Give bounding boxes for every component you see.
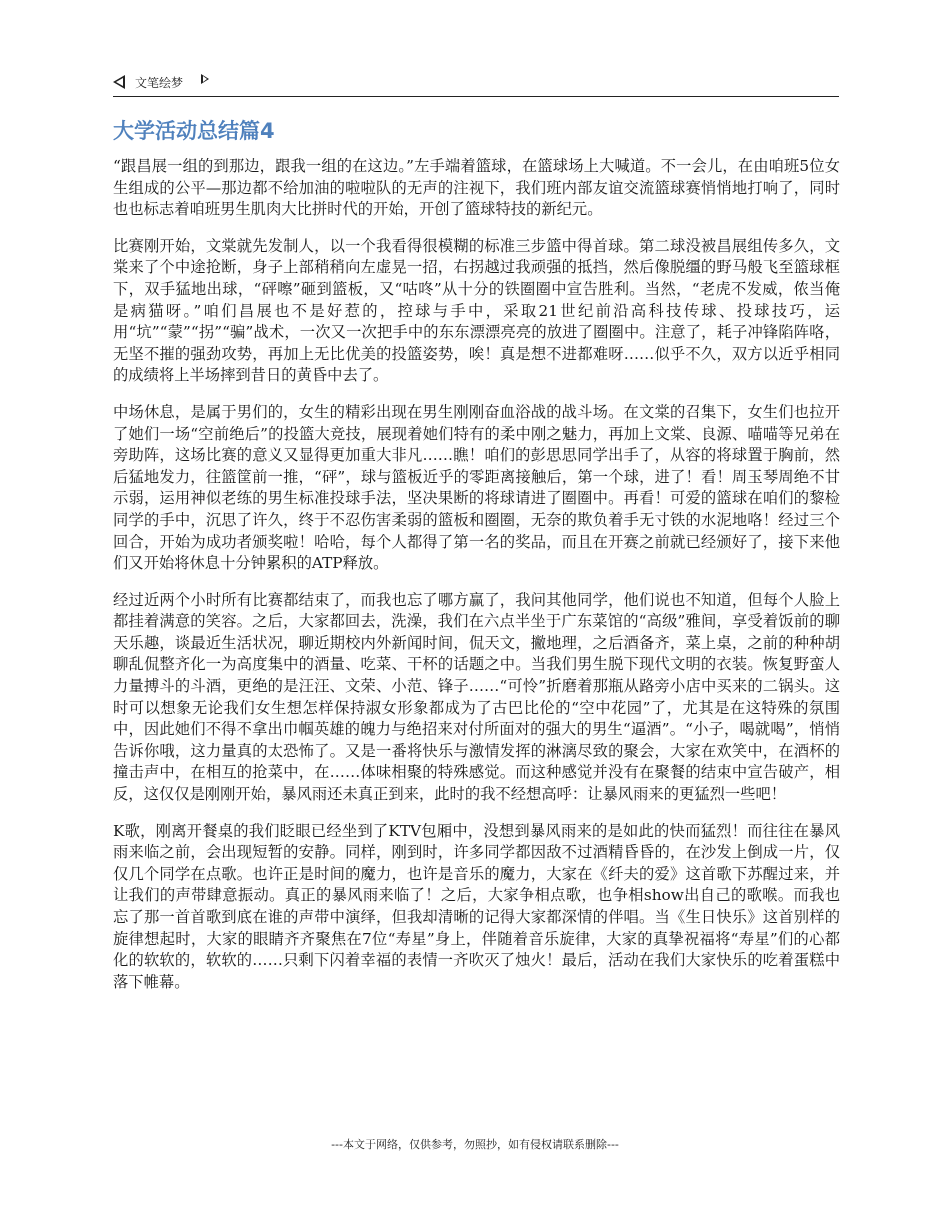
- document-title: 大学活动总结篇4: [113, 119, 275, 143]
- paragraph: 中场休息，是属于男们的，女生的精彩出现在男生刚刚奋血浴战的战斗场。在文棠的召集下，女生们也拉开了她们一场“空前绝后”的投篮大竞技，展现着她们特有的柔中刚之魅力，再加上文棠、良源、喵喵等兄弟在旁助阵，这场比赛的意义又显得更加重大非凡……瞧！咱们的彭思思同学出手了，从容的将球置于胸前，然后猛地发力，往篮筐前一推，“砰”，球与篮板近乎的零距离接触后，第一个球，进了！看！周玉琴周绝不甘示弱，运用神似老练的男生标准投球手法，坚决果断的将球请进了圈圈中。再看！可爱的篮球在咱们的黎检同学的手中，沉思了许久，终于不忍伤害柔弱的篮板和圈圈，无奈的欺负着手无寸铁的水泥地咯！经过三个回合，开始为成功者颁奖啦！哈哈，每个人都得了第一名的奖品，而且在开赛之前就已经颁好了，接下来他们又开始将休息十分钟累积的ATP释放。: [113, 402, 840, 573]
- paragraph: 经过近两个小时所有比赛都结束了，而我也忘了哪方赢了，我问其他同学，他们说也不知道，但每个人脸上都挂着满意的笑容。之后，大家都回去，洗澡，我们在六点半坐于广东菜馆的“高级”雅间，享受着饭前的聊天乐趣，谈最近生活状况，聊近期校内外新闻时间，侃天文，撇地理，之后酒备齐，菜上桌，之前的种种胡聊乱侃整齐化一为高度集中的酒量、吃菜、干杯的话题之中。当我们男生脱下现代文明的衣装。恢复野蛮人力量搏斗的斗酒，更绝的是汪汪、文荣、小范、锋子……“可怜”折磨着那瓶从路旁小店中买来的二锅头。这时可以想象无论我们女生想怎样保持淑女形象都成为了古巴比伦的“空中花园”了，尤其是在这特殊的氛围中，因此她们不得不拿出巾帼英雄的魄力与绝招来对付所面对的强大的男生“逼酒”。“小子，喝就喝”，悄悄告诉你哦，这力量真的太恐怖了。又是一番将快乐与激情发挥的淋漓尽致的聚会，大家在欢笑中，在酒杯的撞击声中，在相互的抢菜中，在……体味相聚的特殊感觉。而这种感觉并没有在聚餐的结束中宣告破产，相反，这仅仅是刚刚开始，暴风雨还未真正到来，此时的我不经想高呼：让暴风雨来的更猛烈一些吧！: [113, 590, 840, 804]
- paragraph: K歌，刚离开餐桌的我们眨眼已经坐到了KTV包厢中，没想到暴风雨来的是如此的快而猛烈！而往往在暴风雨来临之前，会出现短暂的安静。同样，刚到时，许多同学都因敌不过酒精昏昏的，在沙发上倒成一片，仅仅几个同学在点歌。也许正是时间的魔力，也许是音乐的魔力，大家在《纤夫的爱》这首歌下苏醒过来，并让我们的声带肆意振动。真正的暴风雨来临了！之后，大家争相点歌，也争相show出自己的歌喉。而我也忘了那一首首歌到底在谁的声带中演绎，但我却清晰的记得大家都深情的伴唱。当《生日快乐》这首别样的旋律想起时，大家的眼睛齐齐聚焦在7位“寿星”身上，伴随着音乐旋律，大家的真挚祝福将“寿星”们的心都化的软软的，软软的……只剩下闪着幸福的表情一齐吹灭了烛火！最后，活动在我们大家快乐的吃着蛋糕中落下帷幕。: [113, 821, 840, 991]
- forward-arrow-icon: [201, 74, 209, 84]
- back-arrow-icon: [113, 75, 125, 89]
- paragraph: “跟昌展一组的到那边，跟我一组的在这边。”左手端着篮球，在篮球场上大喊道。不一会儿，在由咱班5位女生组成的公平—那边都不给加油的啦啦队的无声的注视下，我们班内部友谊交流篮球赛悄悄地打响了，同时也也标志着咱班男生肌肉大比拼时代的开始，开创了篮球特技的新纪元。: [113, 157, 840, 219]
- page-header: [113, 72, 839, 97]
- page-footer-disclaimer: ---本文于网络，仅供参考，勿照抄，如有侵权请联系删除---: [331, 1138, 619, 1151]
- paragraph: 比赛刚开始，文棠就先发制人，以一个我看得很模糊的标准三步篮中得首球。第二球没被昌展组传多久，文棠来了个中途抢断，身子上部稍稍向左虚晃一招，右拐越过我顽强的抵挡，然后像脱缰的野马般飞至篮球框下，双手猛地出球，“砰嚓”砸到篮板，又“咕咚”从十分的铁圈圈中宣告胜利。当然，“老虎不发威，侬当俺是病猫呀。”咱们昌展也不是好惹的，控球与手中，采取21世纪前沿高科技传球、投球技巧，运用“坑”“蒙”“拐”“骗”战术，一次又一次把手中的东东漂漂亮亮的放进了圈圈中。注意了，耗子冲锋陷阵咯，无坚不摧的强劲攻势，再加上无比优美的投篮姿势，唉！真是想不进都难呀……似乎不久，双方以近乎相同的成绩将上半场摔到昔日的黄昏中去了。: [113, 236, 840, 385]
- document-body: [113, 156, 840, 1008]
- brand-name: 文笔绘梦: [135, 76, 184, 90]
